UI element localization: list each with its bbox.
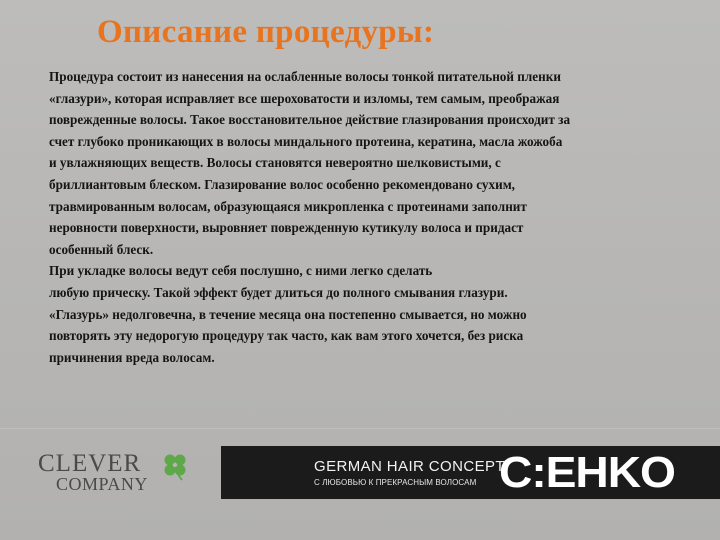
description-line: любую прическу. Такой эффект будет длиться до полного смывания глазури. xyxy=(49,284,508,300)
procedure-description xyxy=(49,66,717,368)
description-line: повторять эту недорогую процедуру так часто, как вам этого хочется, без риска xyxy=(49,328,524,344)
clever-logo-wordmark: CLEVER xyxy=(38,450,142,477)
description-line: поврежденные волосы. Такое восстановительное действие глазирования происходит за xyxy=(49,112,571,128)
clever-company-logo xyxy=(38,450,188,500)
description-line: бриллиантовым блеском. Глазирование волос особенно рекомендовано сухим, xyxy=(49,176,515,192)
description-line: особенный блеск. xyxy=(49,241,154,257)
banner-headline: GERMAN HAIR CONCEPT xyxy=(314,458,505,475)
description-line: При укладке волосы ведут себя послушно, с ними легко сделать xyxy=(49,263,433,279)
description-line: счет глубоко проникающих в волосы миндального протеина, кератина, масла жожоба xyxy=(49,133,563,149)
clover-icon xyxy=(158,452,194,482)
german-hair-concept-banner xyxy=(221,446,720,499)
footer-divider xyxy=(0,428,720,429)
description-line: Процедура состоит из нанесения на ослабленные волосы тонкой питательной пленки xyxy=(49,69,561,84)
company-logo-wordmark: COMPANY xyxy=(56,474,148,494)
description-line: неровности поверхности, выровняет поврежденную кутикулу волоса и придаст xyxy=(49,220,524,236)
description-line: травмированным волосам, образующаяся микропленка с протеинами заполнит xyxy=(49,198,527,214)
description-line: и увлажняющих веществ. Волосы становятся невероятно шелковистыми, с xyxy=(49,155,501,171)
cehko-brand-logo: C:EHKO xyxy=(499,448,675,497)
slide-title: Описание процедуры: xyxy=(97,14,435,50)
description-line: «Глазурь» недолговечна, в течение месяца она постепенно смывается, но можно xyxy=(49,306,527,322)
description-line: «глазури», которая исправляет все шероховатости и изломы, тем самым, преображая xyxy=(49,90,560,106)
banner-tagline: С ЛЮБОВЬЮ К ПРЕКРАСНЫМ ВОЛОСАМ xyxy=(314,478,477,487)
description-line: причинения вреда волосам. xyxy=(49,349,215,365)
